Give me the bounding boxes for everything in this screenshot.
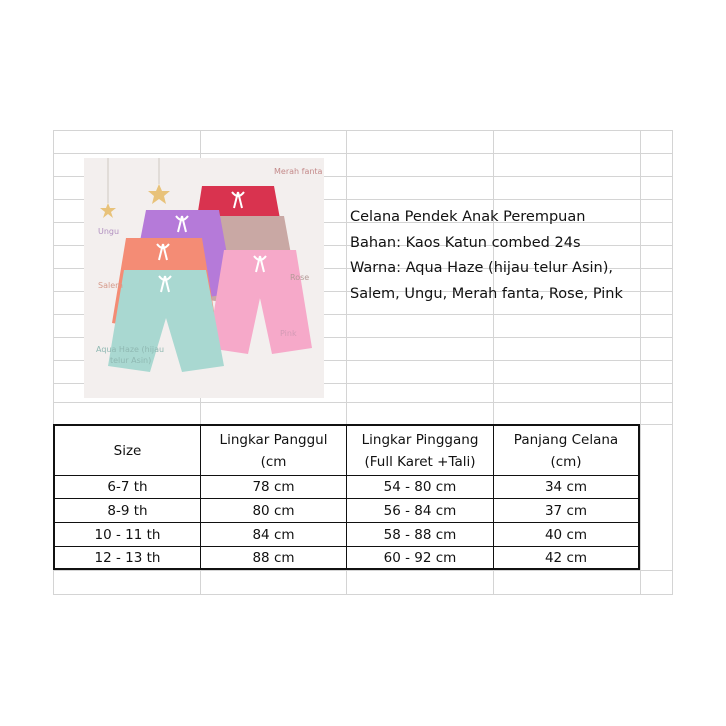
cell-size: 10 - 11 th [94, 526, 161, 543]
cell-pinggang: 56 - 84 cm [383, 502, 457, 519]
cell-size: 12 - 13 th [94, 549, 161, 566]
cell-size: 6-7 th [107, 479, 148, 495]
header-panggul-line2: (cm [260, 453, 287, 470]
cell-panggul: 88 cm [252, 549, 295, 566]
colors-text-continued: Salem, Ungu, Merah fanta, Rose, Pink [350, 285, 623, 302]
cell-pinggang: 60 - 92 cm [383, 549, 457, 566]
header-panjang-celana [494, 426, 638, 475]
header-size-label: Size [113, 442, 142, 459]
grid-line [640, 130, 641, 594]
header-panjang-line1: Panjang Celana [513, 431, 619, 448]
label-pink: Pink [280, 329, 297, 338]
cell-pinggang: 54 - 80 cm [383, 479, 457, 495]
cell-panggul: 78 cm [252, 479, 295, 495]
grid-line [672, 130, 673, 594]
label-ungu: Ungu [98, 227, 120, 236]
cell-panjang: 40 cm [544, 526, 588, 543]
grid-line [53, 130, 673, 131]
product-description [350, 205, 623, 307]
cell-panggul: 80 cm [252, 502, 295, 519]
label-rose: Rose [290, 273, 310, 282]
header-pinggang-line1: Lingkar Pinggang [361, 431, 479, 448]
label-aqua-haze-line1: Aqua Haze (hijau [96, 345, 165, 354]
header-lingkar-panggul [201, 426, 346, 475]
cell-pinggang: 58 - 88 cm [383, 526, 457, 543]
header-lingkar-pinggang [347, 426, 493, 475]
grid-line [53, 570, 673, 571]
size-chart-table [53, 424, 640, 570]
header-pinggang-line2: (Full Karet +Tali) [364, 453, 476, 470]
label-merah-fanta: Merah fanta [274, 167, 323, 176]
cell-panjang: 42 cm [544, 549, 588, 566]
header-size [55, 426, 200, 475]
header-panjang-line2: (cm) [550, 453, 582, 470]
grid-line [53, 402, 673, 403]
cell-size: 8-9 th [107, 502, 148, 519]
label-salem: Salem [98, 281, 123, 290]
grid-line [53, 153, 673, 154]
product-photo [84, 158, 324, 398]
cell-panjang: 34 cm [544, 479, 588, 495]
material-text: Bahan: Kaos Katun combed 24s [350, 234, 581, 251]
grid-line [53, 594, 673, 595]
header-panggul-line1: Lingkar Panggul [219, 431, 328, 448]
product-title: Celana Pendek Anak Perempuan [350, 209, 586, 225]
cell-panggul: 84 cm [252, 526, 295, 543]
colors-text: Warna: Aqua Haze (hijau telur Asin), [350, 260, 613, 276]
label-aqua-haze-line2: telur Asin) [110, 356, 152, 365]
cell-panjang: 37 cm [544, 502, 588, 519]
